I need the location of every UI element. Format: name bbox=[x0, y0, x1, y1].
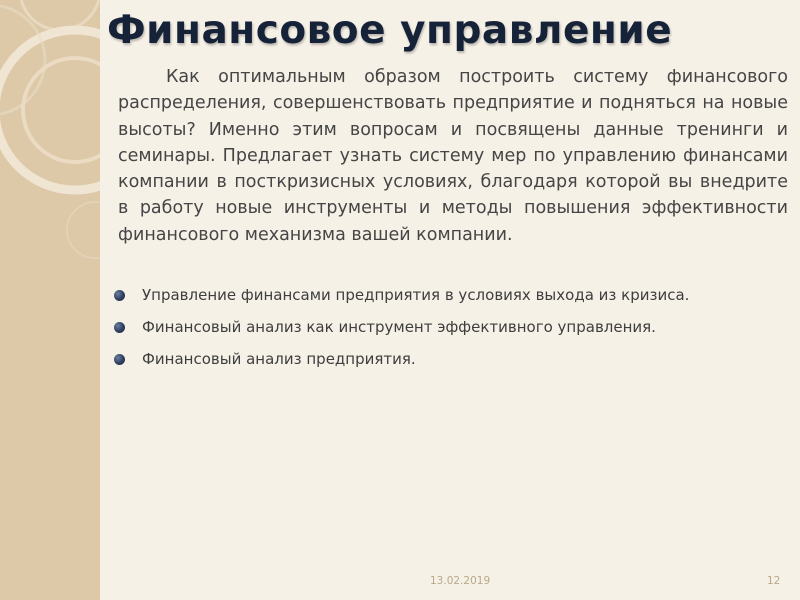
bullet-item bbox=[111, 349, 791, 380]
bullet-list bbox=[111, 285, 791, 380]
decorative-circles-graphic bbox=[0, 0, 100, 600]
bullet-text: Управление финансами предприятия в условиях выхода из кризиса. bbox=[142, 286, 690, 304]
intro-paragraph: Как оптимальным образом построить систему финансового распределения, совершенствовать предприятие и подняться на новые высоты? Именно этим вопросам и посвящены данные тренинги и семинары. Предлагает узнать систему мер по управлению финансами компании в посткризисных условиях, благодаря которой вы внедрите в работу новые инструменты и методы повышения эффективности финансового механизма вашей компании. bbox=[118, 67, 788, 245]
bullet-text: Финансовый анализ как инструмент эффективного управления. bbox=[142, 318, 656, 336]
footer-page-number: 12 bbox=[767, 575, 781, 587]
bullet-icon bbox=[114, 290, 125, 301]
footer-date: 13.02.2019 bbox=[430, 575, 491, 587]
slide-title: Финансовое управление bbox=[107, 8, 673, 53]
bullet-item bbox=[111, 317, 791, 348]
bullet-text: Финансовый анализ предприятия. bbox=[142, 350, 416, 368]
bullet-icon bbox=[114, 354, 125, 365]
bullet-item bbox=[111, 285, 791, 316]
decorative-sidebar bbox=[0, 0, 100, 600]
bullet-icon bbox=[114, 322, 125, 333]
